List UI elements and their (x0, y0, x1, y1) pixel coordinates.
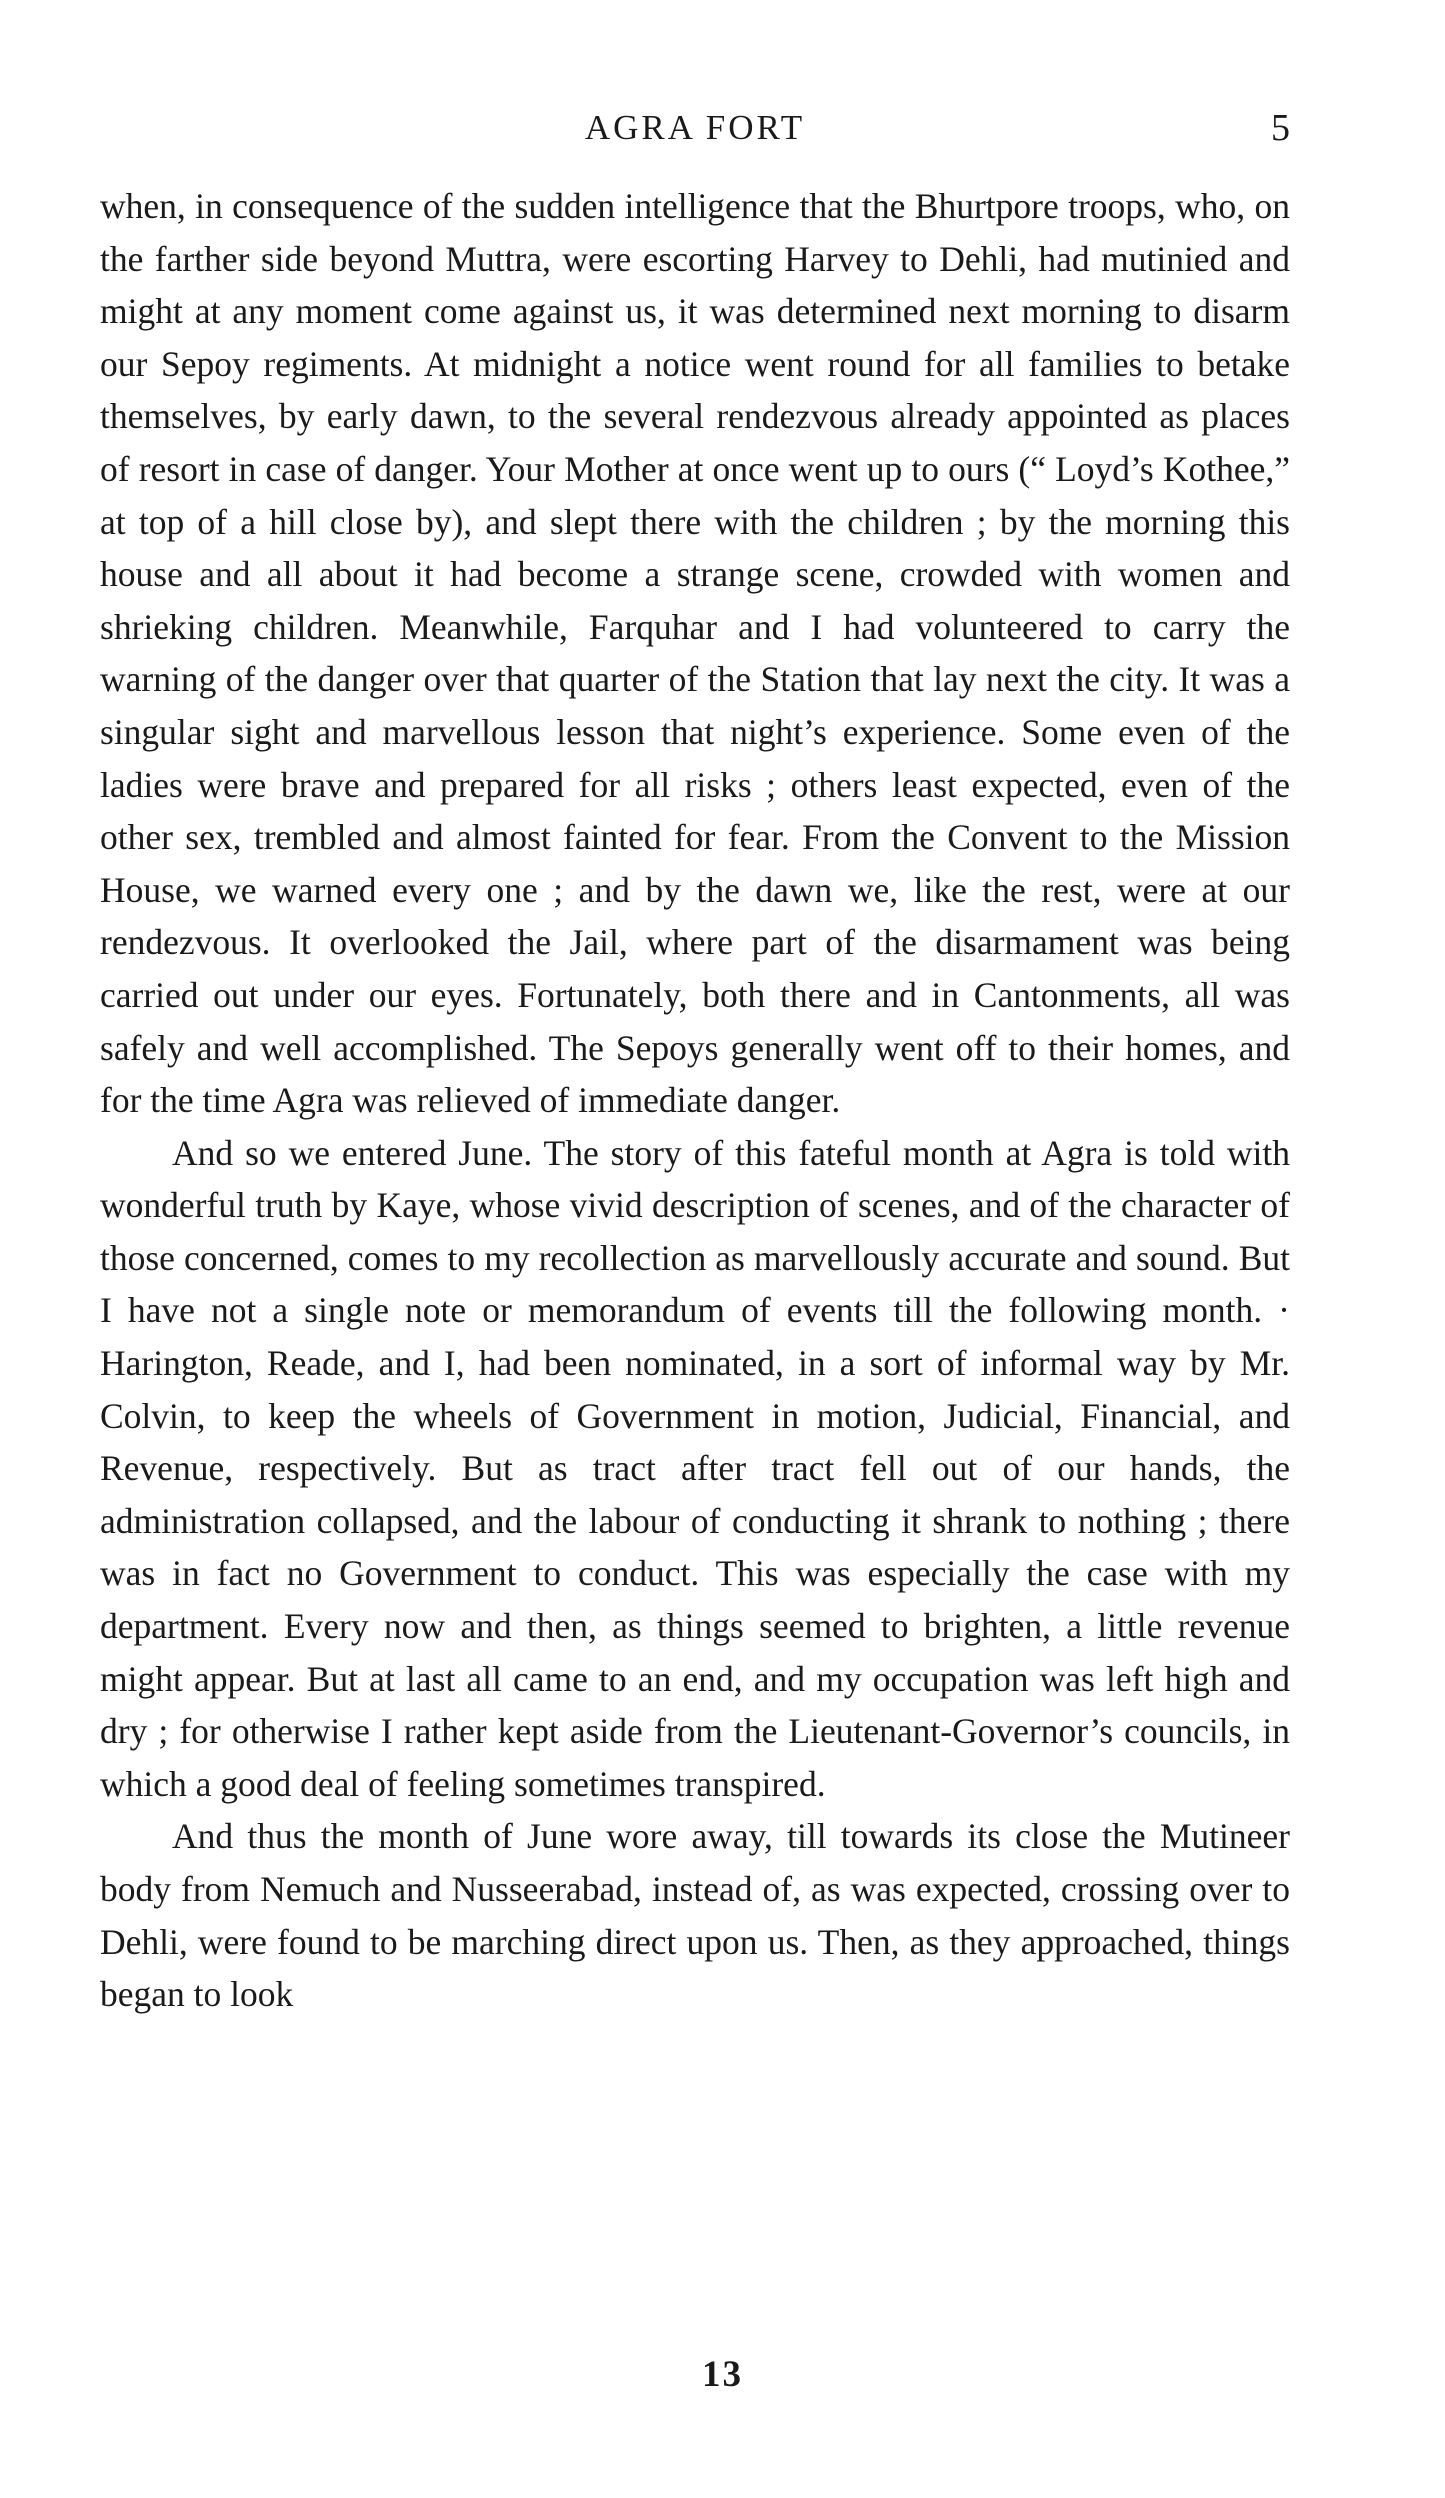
paragraph-mutineers: And thus the month of June wore away, till towards its close the Mutineer body from Nemuch and Nusseerabad, instead of, as was expected, crossing over to Dehli, were found to be marching direct upon us. Then, as they approached, things began to look (100, 1816, 1290, 2015)
paragraph-june: And so we entered June. The story of this fateful month at Agra is told with wonderful truth by Kaye, whose vivid description of scenes, and of the character of those concerned, comes to my recollection as marvellously accurate and sound. But I have not a single note or memorandum of events till the following month. · Harington, Reade, and I, had been nominated, in a sort of informal way by Mr. Colvin, to keep the wheels of Government in motion, Judicial, Financial, and Revenue, respectively. But as tract after tract fell out of our hands, the administration collapsed, and the labour of conducting it shrank to nothing ; there was in fact no Government to conduct. This was especially the case with my department. Every now and then, as things seemed to brighten, a little revenue might appear. But at last all came to an end, and my occupation was left high and dry ; for otherwise I rather kept aside from the Lieutenant-Governor’s councils, in which a good deal of feeling sometimes transpired. (100, 1132, 1290, 1804)
body-text (100, 180, 1290, 2021)
running-title: AGRA FORT (584, 108, 806, 147)
page-number: 5 (1271, 107, 1290, 149)
paragraph-disarmament: when, in consequence of the sudden intelligence that the Bhurtpore troops, who, on the farther side beyond Muttra, were escorting Harvey to Dehli, had mutinied and might at any moment come against us, it was determined next morning to disarm our Sepoy regiments. At midnight a notice went round for all families to betake themselves, by early dawn, to the several rendezvous already appointed as places of resort in case of danger. Your Mother at once went up to ours (“ Loyd’s Kothee,” at top of a hill close by), and slept there with the children ; by the morning this house and all about it had become a strange scene, crowded with women and shrieking children. Meanwhile, Farquhar and I had volunteered to carry the warning of the danger over that quarter of the Station that lay next the city. It was a singular sight and marvellous lesson that night’s experience. Some even of the ladies were brave and prepared for all risks ; others least expected, even of the other sex, trembled and almost fainted for fear. From the Convent to the Mission House, we warned every one ; and by the dawn we, like the rest, were at our rendezvous. It overlooked the Jail, where part of the disarmament was being carried out under our eyes. Fortunately, both there and in Cantonments, all was safely and well accomplished. The Sepoys generally went off to their homes, and for the time Agra was relieved of immediate danger. (100, 186, 1290, 1121)
running-header (100, 98, 1290, 158)
signature-mark: 13 (702, 2354, 743, 2395)
